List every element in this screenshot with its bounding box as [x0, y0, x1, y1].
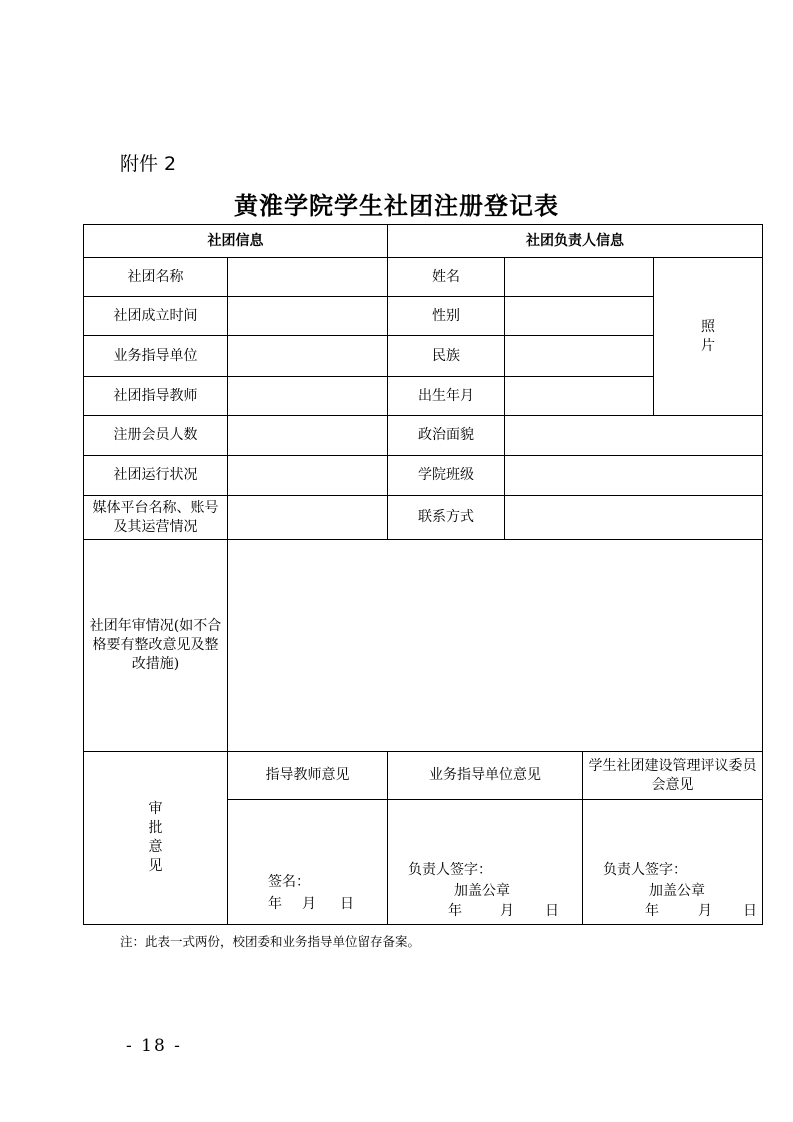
label-leader-birth: 出生年月	[388, 377, 505, 416]
committee-opinion-box[interactable]	[583, 800, 763, 925]
label-leader-gender: 性别	[388, 297, 505, 336]
photo-box[interactable]	[654, 258, 763, 416]
label-annual-review: 社团年审情况(如不合格要有整改意见及整改措施)	[84, 540, 228, 752]
label-club-founded: 社团成立时间	[84, 297, 228, 336]
approval-char-3: 意	[148, 839, 163, 855]
field-annual-review[interactable]	[228, 540, 763, 752]
seal-label-1: 加盖公章	[454, 883, 510, 899]
footnote: 注：此表一式两份，校团委和业务指导单位留存备案。	[120, 934, 421, 949]
attachment-label: 附件 2	[120, 153, 177, 175]
field-leader-class[interactable]	[505, 456, 763, 496]
date-year-3: 年	[645, 903, 659, 919]
label-committee-opinion: 学生社团建设管理评议委员会意见	[583, 752, 763, 800]
seal-label-2: 加盖公章	[649, 883, 705, 899]
label-club-status: 社团运行状况	[84, 456, 228, 496]
date-month-3: 月	[698, 903, 712, 919]
unit-opinion-box[interactable]	[388, 800, 583, 925]
label-media-platform: 媒体平台名称、账号及其运营情况	[84, 496, 228, 540]
label-approval	[84, 752, 228, 925]
field-member-count[interactable]	[228, 416, 388, 456]
label-leader-ethnicity: 民族	[388, 336, 505, 377]
field-leader-contact[interactable]	[505, 496, 763, 540]
label-supervisor-unit: 业务指导单位	[84, 336, 228, 377]
field-media-platform[interactable]	[228, 496, 388, 540]
field-leader-birth[interactable]	[505, 377, 654, 416]
label-advisor-opinion: 指导教师意见	[228, 752, 388, 800]
field-supervisor-unit[interactable]	[228, 336, 388, 377]
label-leader-contact: 联系方式	[388, 496, 505, 540]
field-leader-politics[interactable]	[505, 416, 763, 456]
date-month-2: 月	[500, 903, 514, 919]
date-year-1: 年	[268, 896, 282, 912]
section-club-info: 社团信息	[84, 225, 388, 258]
page-title: 黄淮学院学生社团注册登记表	[234, 191, 559, 220]
advisor-opinion-box[interactable]	[228, 800, 388, 925]
leader-sign-label-2: 负责人签字：	[603, 862, 687, 878]
label-unit-opinion: 业务指导单位意见	[388, 752, 583, 800]
sign-label: 签名：	[268, 874, 310, 890]
date-day-1: 日	[340, 896, 354, 912]
leader-sign-label-1: 负责人签字：	[408, 862, 492, 878]
label-club-name: 社团名称	[84, 258, 228, 297]
approval-char-2: 批	[148, 820, 163, 837]
photo-char-1: 照	[701, 318, 715, 335]
label-leader-class: 学院班级	[388, 456, 505, 496]
label-leader-politics: 政治面貌	[388, 416, 505, 456]
field-club-name[interactable]	[228, 258, 388, 297]
field-leader-name[interactable]	[505, 258, 654, 297]
page-number: - 18 -	[126, 1036, 182, 1056]
field-club-status[interactable]	[228, 456, 388, 496]
label-member-count: 注册会员人数	[84, 416, 228, 456]
field-club-founded[interactable]	[228, 297, 388, 336]
approval-char-4: 见	[148, 857, 163, 874]
field-leader-ethnicity[interactable]	[505, 336, 654, 377]
registration-form	[83, 224, 763, 925]
date-day-2: 日	[545, 903, 559, 919]
section-leader-info: 社团负责人信息	[388, 225, 763, 258]
date-month-1: 月	[302, 896, 316, 912]
date-year-2: 年	[448, 903, 462, 919]
field-club-advisor[interactable]	[228, 377, 388, 416]
label-leader-name: 姓名	[388, 258, 505, 297]
approval-char-1: 审	[148, 801, 163, 818]
date-day-3: 日	[743, 903, 757, 919]
field-leader-gender[interactable]	[505, 297, 654, 336]
photo-char-2: 片	[701, 337, 715, 354]
label-club-advisor: 社团指导教师	[84, 377, 228, 416]
